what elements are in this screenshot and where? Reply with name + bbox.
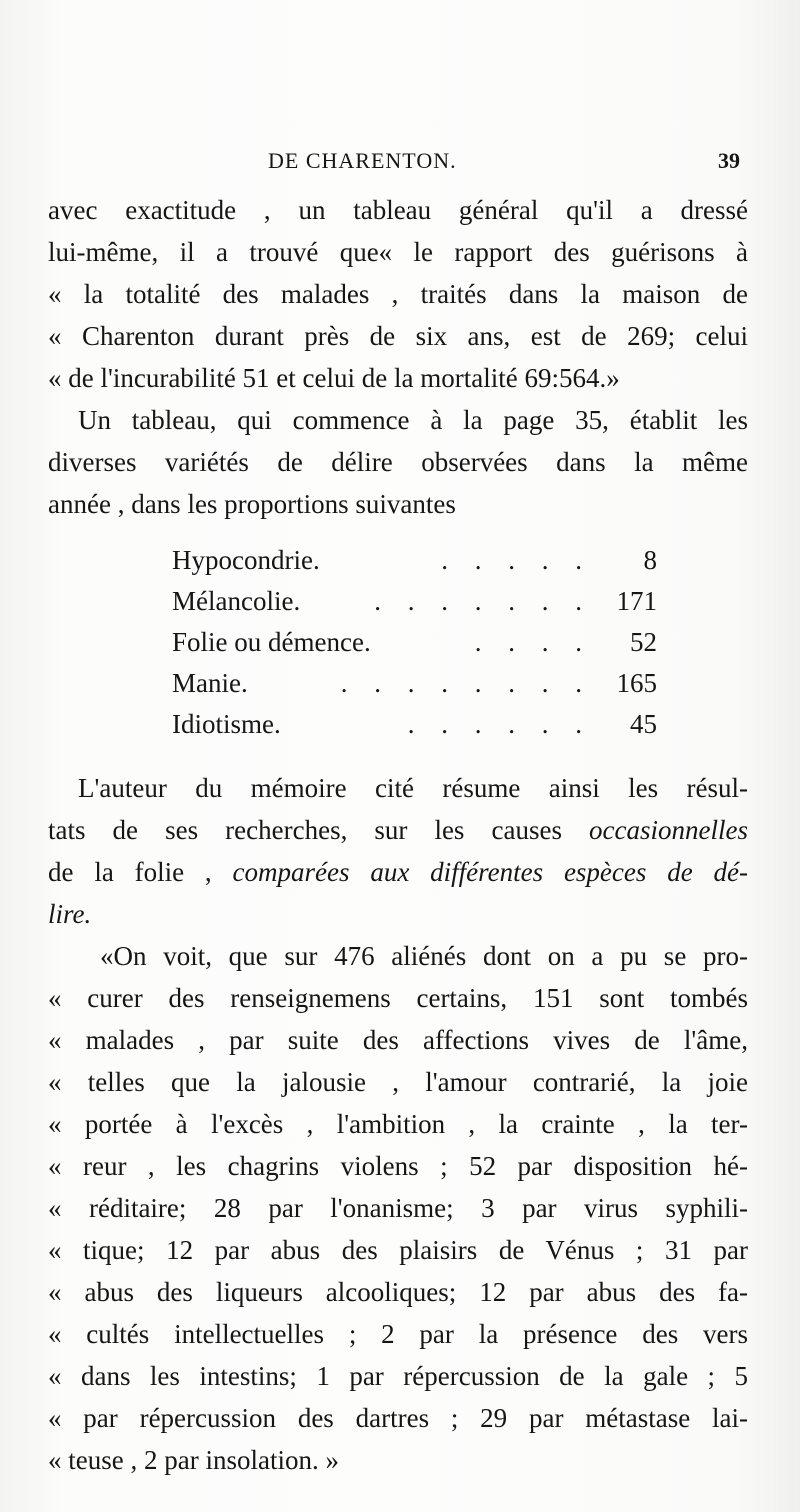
text-line — [48, 810, 748, 850]
table-label: Idiotisme. — [172, 709, 281, 739]
italic-text: lire. — [48, 899, 92, 929]
text-line: lui-même, il a trouvé que« le rapport des guérisons à — [48, 237, 748, 267]
text-line: « dans les intestins; 1 par répercussion de la gale ; 5 — [48, 1361, 748, 1391]
leader-dots: . . . . . . . — [374, 586, 592, 616]
text-line: L'auteur du mémoire cité résume ainsi les résul- — [78, 773, 748, 803]
text-line — [48, 894, 748, 934]
leader-dots: . . . . . . . . — [340, 668, 592, 698]
text-line: diverses variétés de délire observées dans la même — [48, 447, 748, 477]
table-label: Mélancolie. — [172, 586, 301, 616]
text-line: « de l'incurabilité 51 et celui de la mortalité 69:564.» — [48, 363, 620, 393]
table-value: 45 — [630, 709, 657, 739]
running-header — [48, 148, 748, 178]
text-line: « Charenton durant près de six ans, est de 269; celui — [48, 321, 748, 351]
text-line: « reur , les chagrins violens ; 52 par disposition hé- — [48, 1151, 748, 1181]
text-span: tats de ses recherches, sur les causes — [48, 815, 590, 845]
table-value: 171 — [616, 586, 657, 616]
table-label: Folie ou démence. — [172, 627, 371, 657]
leader-dots: . . . . . . — [407, 709, 592, 739]
text-line: « réditaire; 28 par l'onanisme; 3 par virus syphili- — [48, 1193, 748, 1223]
leader-dots: . . . . . — [441, 545, 592, 575]
text-line: Un tableau, qui commence à la page 35, établit les — [78, 405, 748, 435]
text-line — [48, 852, 748, 892]
text-line: «On voit, que sur 476 aliénés dont on a pu se pro- — [100, 941, 748, 971]
text-line: « tique; 12 par abus des plaisirs de Vénus ; 31 par — [48, 1235, 748, 1265]
text-line: avec exactitude , un tableau général qu'il a dressé — [48, 195, 748, 225]
text-line: « cultés intellectuelles ; 2 par la présence des vers — [48, 1319, 748, 1349]
text-line: année , dans les proportions suivantes — [48, 489, 456, 519]
table-label: Manie. — [172, 668, 248, 698]
text-line: « curer des renseignemens certains, 151 sont tombés — [48, 983, 748, 1013]
text-line: « par répercussion des dartres ; 29 par métastase lai- — [48, 1403, 748, 1433]
text-line: « abus des liqueurs alcooliques; 12 par abus des fa- — [48, 1277, 748, 1307]
page-number: 39 — [718, 148, 740, 173]
running-title: DE CHARENTON. — [268, 148, 457, 173]
text-line: « portée à l'excès , l'ambition , la crainte , la ter- — [48, 1109, 748, 1139]
text-span: de la folie , — [48, 857, 233, 887]
italic-text: occasionnelles — [589, 815, 748, 845]
italic-text: comparées aux différentes espèces de dé- — [232, 857, 749, 887]
leader-dots: . . . . — [474, 627, 592, 657]
text-line: « teuse , 2 par insolation. » — [48, 1445, 339, 1475]
table-value: 165 — [616, 668, 657, 698]
table-value: 8 — [643, 545, 657, 575]
text-line: « telles que la jalousie , l'amour contrarié, la joie — [48, 1067, 748, 1097]
table-label: Hypocondrie. — [172, 545, 320, 575]
text-line: « malades , par suite des affections vives de l'âme, — [48, 1025, 748, 1055]
table-value: 52 — [630, 627, 657, 657]
text-line: « la totalité des malades , traités dans la maison de — [48, 279, 748, 309]
